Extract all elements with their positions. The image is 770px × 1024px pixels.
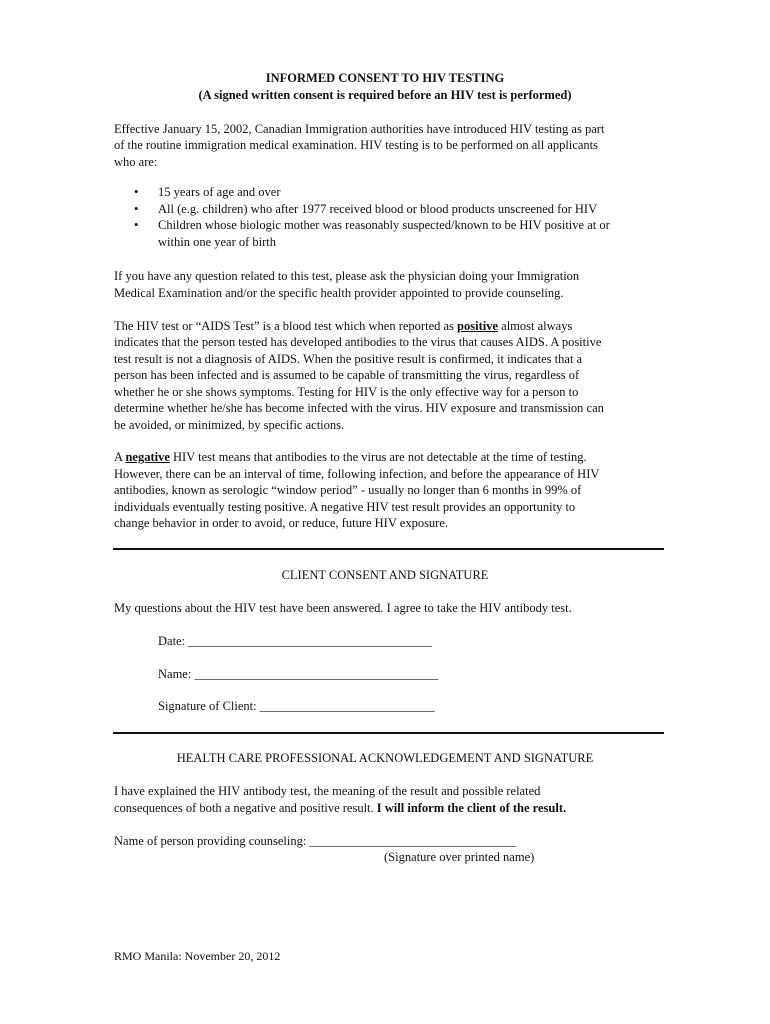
- negative-para-line: However, there can be an interval of time, following infection, and before the appearance of HIV: [114, 467, 600, 481]
- section-divider: [113, 548, 664, 550]
- list-item: • 15 years of age and over: [134, 185, 281, 199]
- date-field[interactable]: Date: _______________________________________: [158, 634, 432, 648]
- bullet-icon: •: [134, 201, 139, 216]
- positive-para-line: determine whether he/she has become infected with the virus. HIV exposure and transmission can: [114, 401, 604, 415]
- negative-para-first-line: A negative HIV test means that antibodies to the virus are not detectable at the time of testing.: [114, 450, 587, 464]
- inform-client-statement: I will inform the client of the result.: [376, 801, 567, 815]
- list-item: • All (e.g. children) who after 1977 received blood or blood products unscreened for HIV: [134, 201, 598, 216]
- negative-para-line: change behavior in order to avoid, or reduce, future HIV exposure.: [114, 516, 449, 530]
- intro-line: Effective January 15, 2002, Canadian Immigration authorities have introduced HIV testing as part: [114, 122, 605, 136]
- client-consent-statement: My questions about the HIV test have been answered. I agree to take the HIV antibody test.: [114, 601, 572, 615]
- positive-para-line: person has been infected and is assumed to be capable of transmitting the virus, regardless of: [114, 368, 580, 382]
- negative-keyword: negative: [125, 450, 170, 464]
- positive-para-line: whether he or she shows symptoms. Testing for HIV is the only effective way for a person to: [114, 385, 579, 399]
- intro-line: of the routine immigration medical examination. HIV testing is to be performed on all applicants: [114, 138, 599, 152]
- bullet-icon: •: [134, 185, 139, 199]
- footer-date: RMO Manila: November 20, 2012: [114, 949, 281, 963]
- positive-para-line: be avoided, or minimized, by specific actions.: [114, 418, 345, 432]
- signature-caption: (Signature over printed name): [384, 850, 535, 864]
- counselor-name-field[interactable]: Name of person providing counseling: _________________________________: [114, 834, 516, 848]
- question-line: Medical Examination and/or the specific health provider appointed to provide counseling.: [114, 286, 564, 300]
- positive-para-line: test result is not a diagnosis of AIDS. When the positive result is confirmed, it indicates that a: [114, 352, 583, 366]
- positive-keyword: positive: [457, 319, 499, 333]
- positive-para-line: indicates that the person tested has developed antibodies to the virus that causes AIDS. A positive: [114, 335, 602, 349]
- list-item-continuation: within one year of birth: [158, 234, 277, 249]
- client-section-heading: CLIENT CONSENT AND SIGNATURE: [281, 568, 489, 582]
- negative-para-line: antibodies, known as serologic “window period” - usually no longer than 6 months in 99% of: [114, 483, 582, 497]
- document-title: INFORMED CONSENT TO HIV TESTING: [265, 71, 505, 85]
- intro-line: who are:: [114, 155, 158, 169]
- name-field[interactable]: Name: _______________________________________: [158, 667, 439, 681]
- hcp-section-heading: HEALTH CARE PROFESSIONAL ACKNOWLEDGEMENT AND SIGNATURE: [176, 751, 594, 765]
- client-signature-field[interactable]: Signature of Client: ____________________________: [158, 699, 435, 713]
- document-subtitle: (A signed written consent is required before an HIV test is performed): [198, 88, 572, 102]
- hcp-statement-line: consequences of both a negative and positive result. I will inform the client of the result.: [114, 801, 567, 815]
- bullet-icon: •: [134, 218, 139, 233]
- section-divider: [113, 732, 664, 734]
- positive-para-first-line: The HIV test or “AIDS Test” is a blood test which when reported as positive almost always: [114, 319, 573, 333]
- applicant-criteria-list: [134, 184, 610, 250]
- negative-para-line: individuals eventually testing positive. A negative HIV test result provides an opportunity to: [114, 500, 576, 514]
- list-item: • Children whose biologic mother was reasonably suspected/known to be HIV positive at or: [134, 218, 610, 233]
- hcp-statement-line: I have explained the HIV antibody test, the meaning of the result and possible related: [114, 784, 541, 798]
- question-line: If you have any question related to this test, please ask the physician doing your Immigration: [114, 269, 580, 283]
